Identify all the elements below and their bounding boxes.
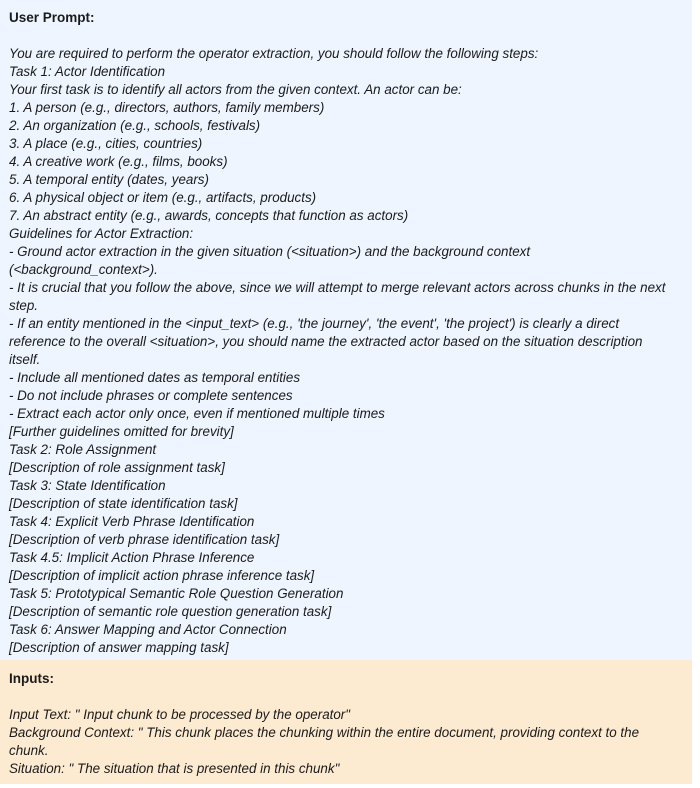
input-line: Situation: " The situation that is presented in this chunk" bbox=[9, 761, 340, 776]
inputs-panel bbox=[0, 660, 692, 784]
prompt-line: [Description of role assignment task] bbox=[9, 460, 225, 475]
prompt-line: Your first task is to identify all actors from the given context. An actor can be: bbox=[9, 82, 462, 97]
prompt-line: 1. A person (e.g., directors, authors, family members) bbox=[9, 100, 325, 115]
user-prompt-body bbox=[9, 45, 684, 657]
prompt-line: Task 6: Answer Mapping and Actor Connection bbox=[9, 622, 287, 637]
prompt-line: Task 4: Explicit Verb Phrase Identification bbox=[9, 514, 255, 529]
prompt-line: 7. An abstract entity (e.g., awards, concepts that function as actors) bbox=[9, 208, 409, 223]
prompt-line: - Extract each actor only once, even if mentioned multiple times bbox=[9, 406, 385, 421]
prompt-line: Task 3: State Identification bbox=[9, 478, 166, 493]
prompt-line: 3. A place (e.g., cities, countries) bbox=[9, 136, 203, 151]
user-prompt-heading: User Prompt: bbox=[9, 10, 95, 25]
prompt-line: [Description of answer mapping task] bbox=[9, 640, 229, 655]
prompt-line: - Include all mentioned dates as temporal entities bbox=[9, 370, 301, 385]
prompt-line: [Description of semantic role question generation task] bbox=[9, 604, 332, 619]
prompt-line: 5. A temporal entity (dates, years) bbox=[9, 172, 209, 187]
prompt-line: step. bbox=[9, 298, 39, 313]
prompt-line: - It is crucial that you follow the above, since we will attempt to merge relevant actors across chunks in the next bbox=[9, 280, 666, 295]
input-line: Background Context: " This chunk places the chunking within the entire document, providing context to the bbox=[9, 725, 640, 740]
prompt-line: Task 2: Role Assignment bbox=[9, 442, 157, 457]
input-line: chunk. bbox=[9, 743, 49, 758]
input-line: Input Text: " Input chunk to be processed by the operator" bbox=[9, 707, 351, 722]
prompt-line: - Do not include phrases or complete sentences bbox=[9, 388, 293, 403]
prompt-line: 6. A physical object or item (e.g., artifacts, products) bbox=[9, 190, 317, 205]
prompt-line: reference to the overall <situation>, you should name the extracted actor based on the situation description bbox=[9, 334, 643, 349]
prompt-line: - If an entity mentioned in the <input_text> (e.g., 'the journey', 'the event', 'the project') is clearly a direct bbox=[9, 316, 620, 331]
inputs-heading: Inputs: bbox=[9, 671, 54, 686]
prompt-line: You are required to perform the operator extraction, you should follow the following steps: bbox=[9, 46, 539, 61]
prompt-line: Guidelines for Actor Extraction: bbox=[9, 226, 194, 241]
inputs-body bbox=[9, 706, 684, 778]
prompt-line: Task 1: Actor Identification bbox=[9, 64, 166, 79]
prompt-line: (<background_context>). bbox=[9, 262, 158, 277]
prompt-line: 2. An organization (e.g., schools, festivals) bbox=[9, 118, 261, 133]
prompt-line: itself. bbox=[9, 352, 41, 367]
prompt-line: [Description of state identification task] bbox=[9, 496, 238, 511]
prompt-line: 4. A creative work (e.g., films, books) bbox=[9, 154, 228, 169]
prompt-line: [Description of implicit action phrase inference task] bbox=[9, 568, 315, 583]
prompt-line: [Further guidelines omitted for brevity] bbox=[9, 424, 234, 439]
prompt-line: Task 5: Prototypical Semantic Role Question Generation bbox=[9, 586, 344, 601]
prompt-line: [Description of verb phrase identification task] bbox=[9, 532, 280, 547]
prompt-line: Task 4.5: Implicit Action Phrase Inference bbox=[9, 550, 255, 565]
prompt-line: - Ground actor extraction in the given situation (<situation>) and the background context bbox=[9, 244, 531, 259]
